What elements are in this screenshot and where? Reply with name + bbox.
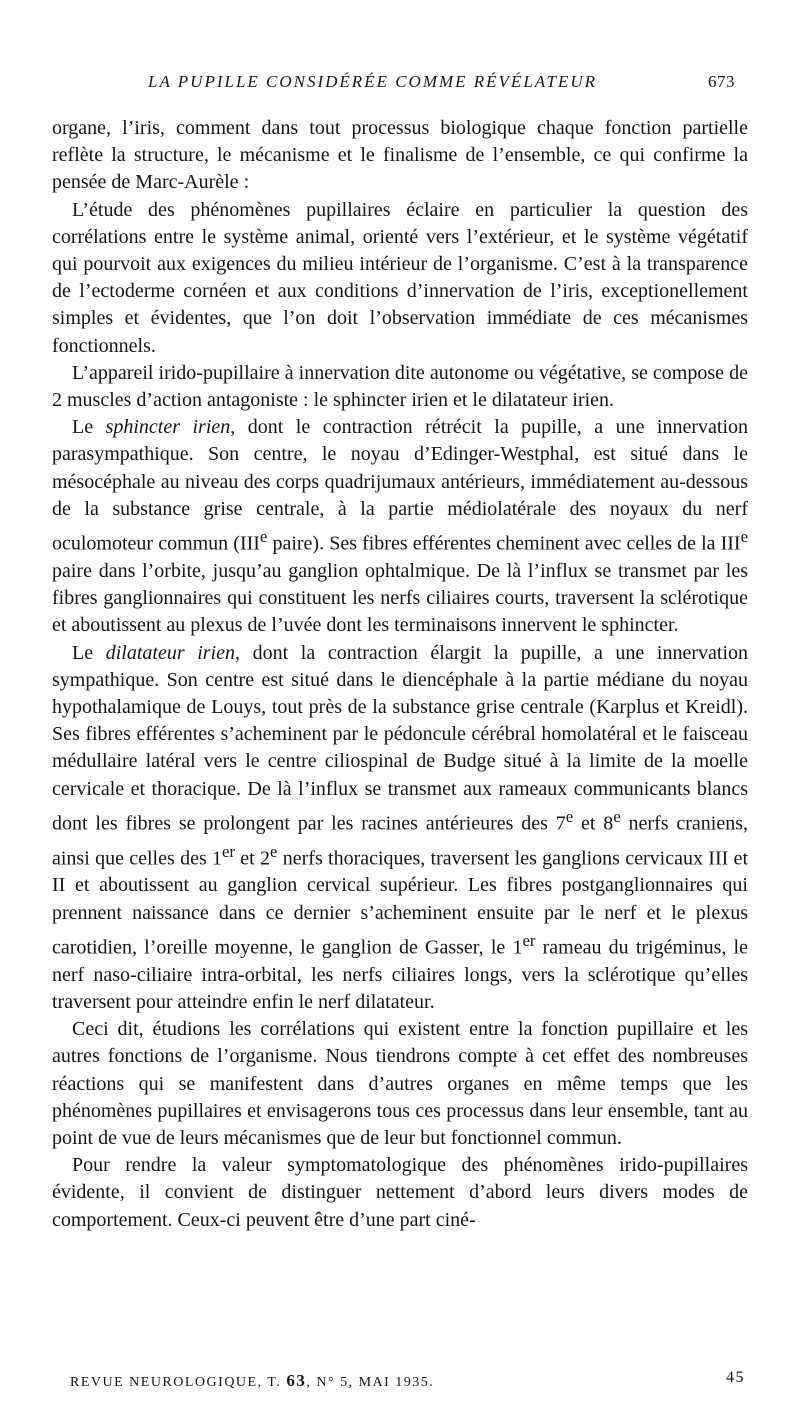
paragraph-sphincter bbox=[52, 414, 748, 639]
text-run: rameau du trigéminus, le nerf naso-ciliaire intra-orbital, les nerfs ciliaires longs, vers la sclérotique qu’elles traversent pour atteindre enfin le nerf dilatateur. bbox=[52, 936, 748, 1013]
superscript: e bbox=[565, 806, 574, 826]
term-sphincter-irien: sphincter irien bbox=[105, 416, 231, 439]
superscript: er bbox=[522, 930, 536, 950]
text-run: paire). Ses fibres efférentes cheminent avec celles de la III bbox=[267, 532, 741, 555]
citation-suffix: , N° 5, MAI 1935. bbox=[306, 1375, 435, 1390]
text-run: Le bbox=[72, 416, 106, 439]
signature-folio: 45 bbox=[726, 1369, 745, 1386]
text-run: , dont la contraction élargit la pupille, a une innervation sympathique. Son centre est situé dans le diencéphale à la partie médiane du noyau hypothalamique de Louys, tout près de la substance grise centrale (Karplus et Kreidl). Ses fibres efférentes s’acheminent par le pédoncule cérébral homolatéral et le faisceau médullaire latéral vers le centre ciliospinal de Budge situé à la limite de la moelle cervicale et thoracique. De là l’influx se transmet aux rameaux communicants blancs dont les fibres se prolongent par les racines antérieures des 7 bbox=[52, 641, 749, 835]
superscript: e bbox=[740, 527, 748, 547]
citation-volume: 63 bbox=[286, 1371, 307, 1390]
running-head-title: LA PUPILLE CONSIDÉRÉE COMME RÉVÉLATEUR bbox=[148, 72, 598, 91]
paragraph-irido-pupillary-apparatus: L’appareil irido-pupillaire à innervation dite autonome ou végétative, se compose de 2 muscles d’action antagoniste : le sphincter irien et le dilatateur irien. bbox=[52, 361, 748, 412]
text-run: nerfs craniens, ainsi que celles des 1 bbox=[52, 812, 749, 870]
term-dilatateur-irien: dilatateur irien bbox=[105, 641, 235, 664]
text-run: et 8 bbox=[573, 812, 614, 835]
citation-prefix: REVUE NEUROLOGIQUE, T. bbox=[70, 1375, 287, 1390]
body-text bbox=[52, 115, 748, 1234]
paragraph-correlations-study: Ceci dit, étudions les corrélations qui existent entre la fonction pupillaire et les autres fonctions de l’organisme. Nous tiendrons compte à cet effet des nombreuses réactions qui se manifestent dans d’autres organes en même temps que les phénomènes pupillaires et envisagerons tous ces processus dans leur ensemble, tant au point de vue de leurs mécanismes que de leur but fonctionnel commun. bbox=[52, 1018, 748, 1149]
paragraph-intro: organe, l’iris, comment dans tout processus biologique chaque fonction partielle reflète la structure, le mécanisme et le finalisme de l’ensemble, ce qui confirme la pensée de Marc-Aurèle : bbox=[52, 117, 748, 194]
text-run: paire dans l’orbite, jusqu’au ganglion ophtalmique. De là l’influx se transmet par les fibres ganglionnaires qui constituent les nerfs ciliaires courts, traversent la sclérotique et aboutissent au plexus de l’uvée dont les terminaisons innervent le sphincter. bbox=[52, 559, 748, 637]
page-footer bbox=[70, 1371, 745, 1395]
superscript: er bbox=[222, 841, 235, 861]
page-number: 673 bbox=[708, 72, 735, 91]
text-run: nerfs thoraciques, traversent les ganglions cervicaux III et II et aboutissent au ganglion cervical supérieur. Les fibres postganglionnaires qui prennent naissance dans ce dernier s’acheminent ensuite par le nerf et le plexus carotidien, l’oreille moyenne, le ganglion de Gasser, le 1 bbox=[52, 847, 748, 959]
superscript: e bbox=[270, 841, 278, 861]
text-run: Le bbox=[72, 641, 106, 664]
paragraph-dilatateur bbox=[52, 640, 748, 1017]
text-run: , dont le contraction rétrécit la pupille, a une innervation parasympathique. Son centre, le noyau d’Edinger-Westphal, est situé dans le mésocéphale au niveau des corps quadrijumaux antérieurs, immédiatement au-dessous de la substance grise centrale, à la partie médiolatérale des noyaux du nerf oculomoteur commun (III bbox=[52, 416, 749, 555]
superscript: e bbox=[613, 806, 621, 826]
text-run: et 2 bbox=[235, 847, 271, 870]
paragraph-correlations: L’étude des phénomènes pupillaires éclaire en particulier la question des corrélations entre le système animal, orienté vers l’extérieur, et le système végétatif qui pourvoit aux exigences du milieu intérieur de l’organisme. C’est à la transparence de l’ectoderme cornéen et aux conditions d’innervation de l’iris, exceptionellement simples et évidentes, que l’on doit l’observation immédiate de ces mécanismes fonctionnels. bbox=[52, 198, 748, 357]
journal-citation bbox=[70, 1371, 434, 1391]
running-head bbox=[70, 72, 735, 98]
paragraph-symptomatology: Pour rendre la valeur symptomatologique des phénomènes irido-pupillaires évidente, il convient de distinguer nettement d’abord leurs divers modes de comportement. Ceux-ci peuvent être d’une part ciné- bbox=[52, 1154, 748, 1231]
superscript: e bbox=[259, 527, 268, 547]
